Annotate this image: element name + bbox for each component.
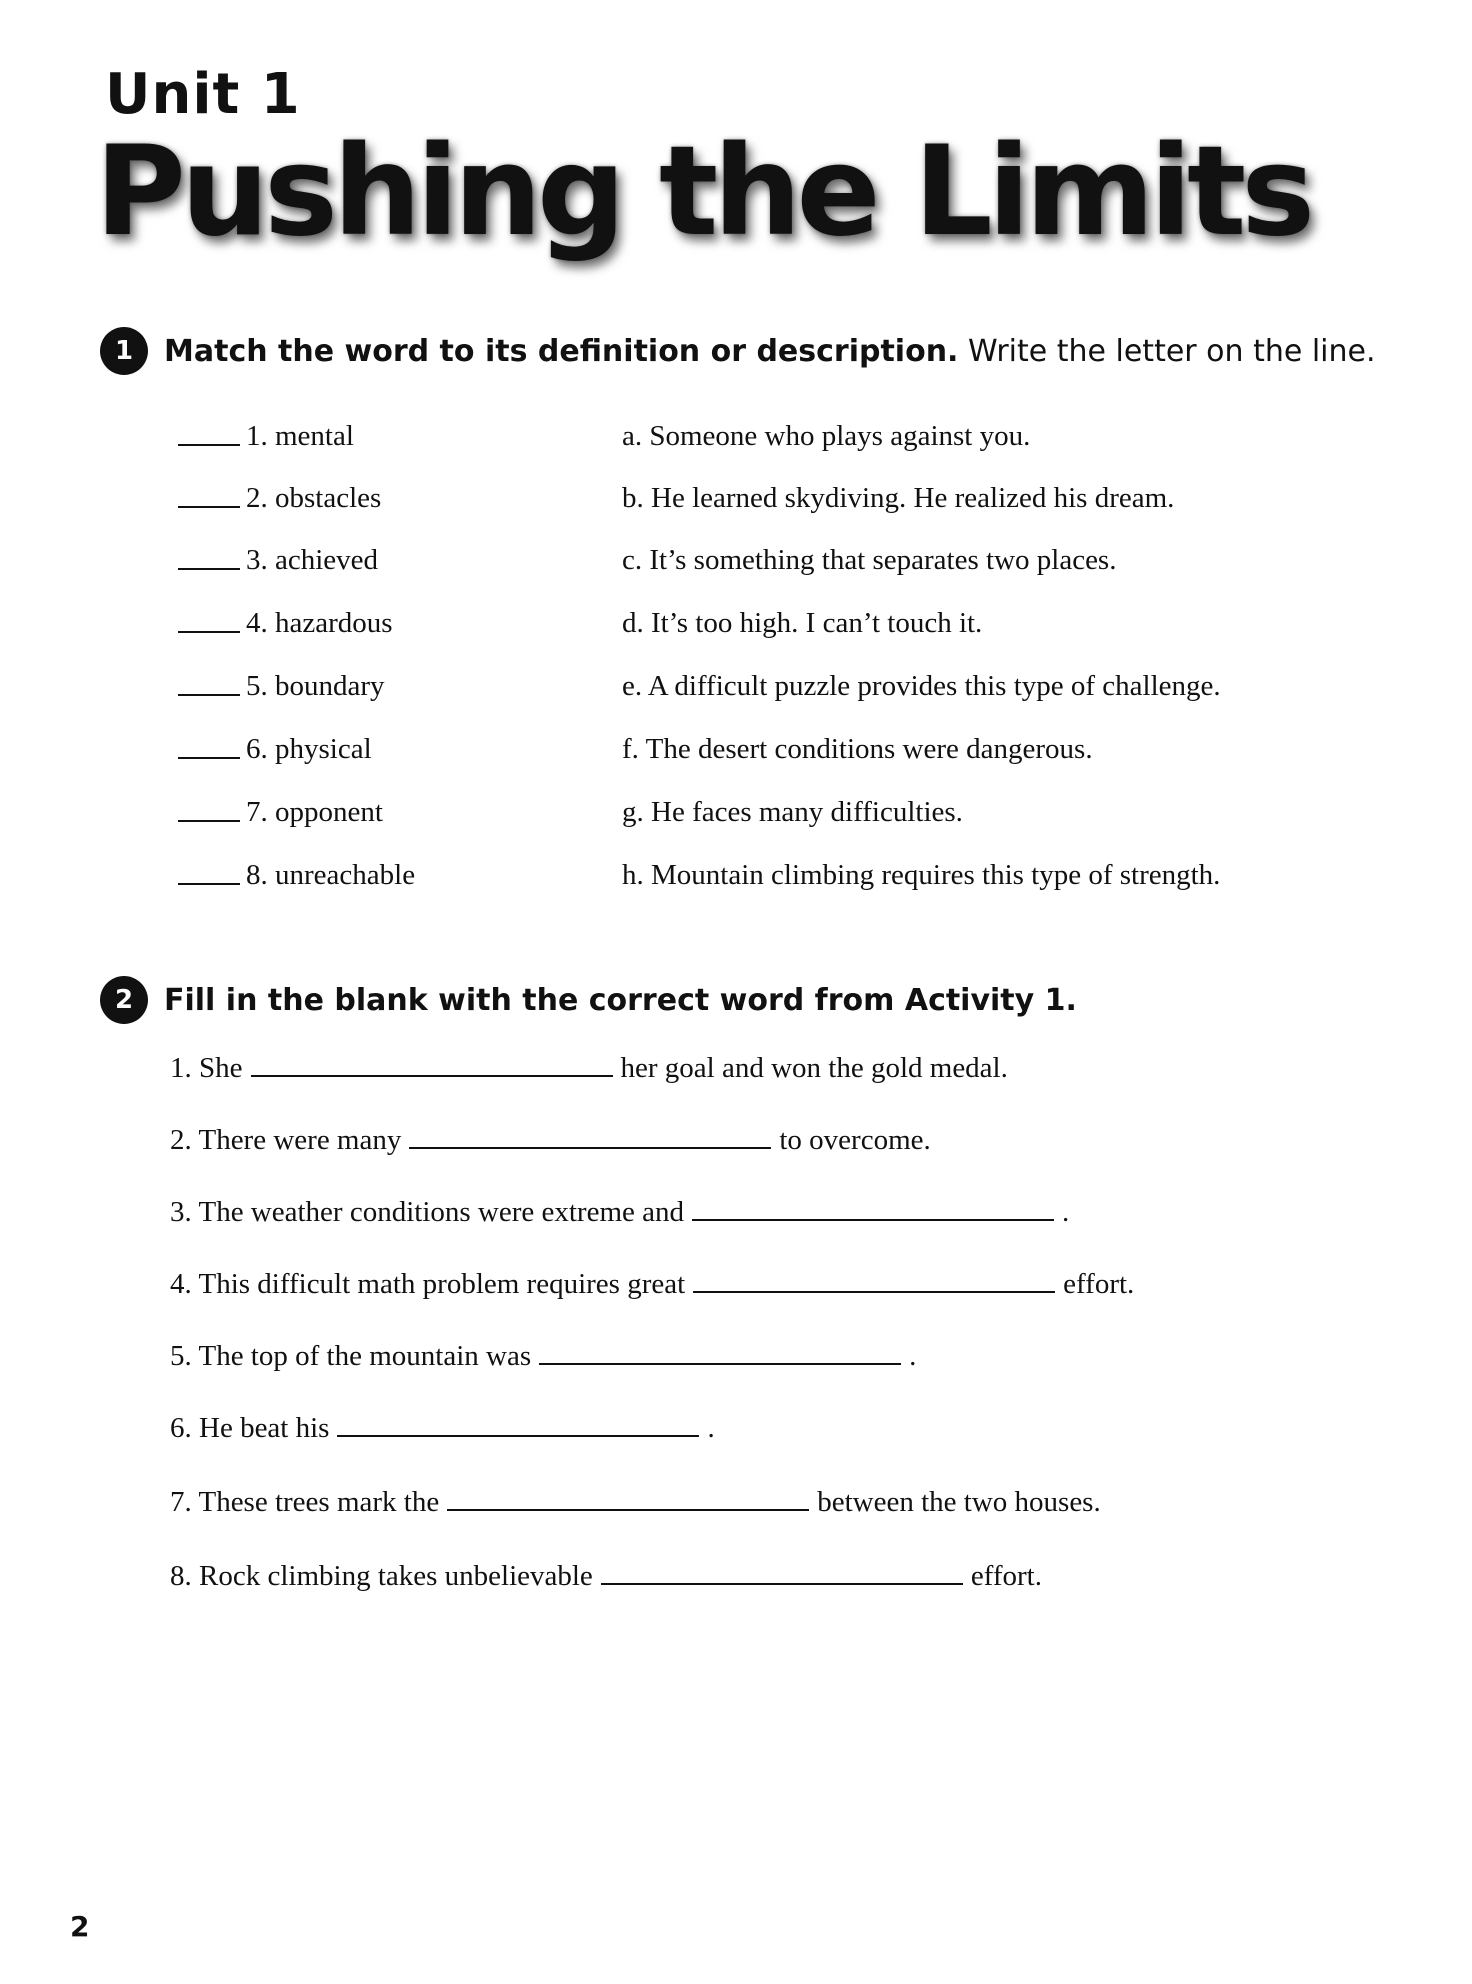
match-word-7: 7. opponent (246, 796, 383, 828)
answer-blank-6[interactable] (178, 757, 240, 759)
answer-blank-4[interactable] (178, 631, 240, 633)
activity-2-instruction-bold: Fill in the blank with the correct word from Activity 1. (164, 982, 1077, 1018)
answer-blank-3[interactable] (178, 568, 240, 570)
fill-sentence-2-end: to overcome. (779, 1124, 931, 1156)
fill-sentence-8-start: 8. Rock climbing takes unbelievable (170, 1560, 593, 1592)
fill-blank-7[interactable] (447, 1509, 809, 1511)
match-definition-e: e. A difficult puzzle provides this type of challenge. (622, 670, 1221, 702)
activity-1-instruction-bold: Match the word to its definition or description. (164, 333, 959, 369)
activity-1-number-badge: 1 (100, 327, 148, 375)
fill-sentence-4 (170, 1268, 1134, 1301)
match-row-5 (178, 670, 1358, 710)
fill-sentence-1-end: her goal and won the gold medal. (620, 1052, 1008, 1084)
match-definition-g: g. He faces many difficulties. (622, 796, 963, 828)
match-row-6 (178, 733, 1358, 773)
fill-sentence-5 (170, 1340, 916, 1373)
match-row-1 (178, 420, 1358, 460)
fill-sentence-7 (170, 1486, 1101, 1519)
match-word-2: 2. obstacles (246, 482, 382, 514)
unit-label: Unit 1 (105, 62, 301, 127)
fill-sentence-5-start: 5. The top of the mountain was (170, 1340, 532, 1372)
fill-sentence-1 (170, 1052, 1008, 1085)
match-word-6: 6. physical (246, 733, 372, 765)
fill-sentence-5-end: . (909, 1340, 917, 1372)
answer-blank-5[interactable] (178, 694, 240, 696)
fill-sentence-4-start: 4. This difficult math problem requires great (170, 1268, 686, 1300)
match-row-8 (178, 859, 1358, 899)
fill-blank-1[interactable] (251, 1075, 613, 1077)
activity-2-number-badge: 2 (100, 976, 148, 1024)
match-word-3: 3. achieved (246, 544, 379, 576)
match-definition-h: h. Mountain climbing requires this type of strength. (622, 859, 1221, 891)
fill-sentence-6-start: 6. He beat his (170, 1412, 330, 1444)
answer-blank-2[interactable] (178, 506, 240, 508)
match-word-5: 5. boundary (246, 670, 385, 702)
match-word-8: 8. unreachable (246, 859, 416, 891)
fill-blank-2[interactable] (409, 1147, 771, 1149)
match-row-3 (178, 544, 1358, 584)
match-definition-b: b. He learned skydiving. He realized his dream. (622, 482, 1175, 514)
activity-1-instruction (164, 334, 1376, 369)
answer-blank-7[interactable] (178, 820, 240, 822)
match-row-2 (178, 482, 1358, 522)
match-definition-f: f. The desert conditions were dangerous. (622, 733, 1093, 765)
match-word-1: 1. mental (246, 420, 354, 452)
fill-blank-8[interactable] (601, 1583, 963, 1585)
fill-sentence-8 (170, 1560, 1042, 1593)
fill-sentence-2 (170, 1124, 931, 1157)
page-title: Pushing the Limits (95, 120, 1311, 264)
activity-2-header (100, 976, 1077, 1024)
fill-sentence-6 (170, 1412, 715, 1445)
fill-sentence-6-end: . (707, 1412, 715, 1444)
fill-blank-5[interactable] (539, 1363, 901, 1365)
fill-sentence-7-start: 7. These trees mark the (170, 1486, 440, 1518)
fill-sentence-3 (170, 1196, 1069, 1229)
fill-blank-4[interactable] (693, 1291, 1055, 1293)
fill-sentence-3-end: . (1062, 1196, 1070, 1228)
fill-sentence-7-end: between the two houses. (817, 1486, 1101, 1518)
fill-sentence-2-start: 2. There were many (170, 1124, 402, 1156)
fill-blank-3[interactable] (692, 1219, 1054, 1221)
match-definition-c: c. It’s something that separates two places. (622, 544, 1117, 576)
activity-1-header (100, 327, 1376, 375)
fill-sentence-3-start: 3. The weather conditions were extreme and (170, 1196, 685, 1228)
page-number: 2 (70, 1910, 90, 1943)
answer-blank-8[interactable] (178, 883, 240, 885)
answer-blank-1[interactable] (178, 444, 240, 446)
fill-sentence-1-start: 1. She (170, 1052, 243, 1084)
fill-sentence-8-end: effort. (970, 1560, 1042, 1592)
match-definition-a: a. Someone who plays against you. (622, 420, 1031, 452)
match-row-7 (178, 796, 1358, 836)
fill-blank-6[interactable] (337, 1435, 699, 1437)
fill-sentence-4-end: effort. (1063, 1268, 1135, 1300)
match-definition-d: d. It’s too high. I can’t touch it. (622, 607, 983, 639)
activity-2-instruction (164, 983, 1077, 1018)
match-word-4: 4. hazardous (246, 607, 393, 639)
match-row-4 (178, 607, 1358, 647)
activity-1-instruction-rest: Write the letter on the line. (958, 333, 1376, 369)
